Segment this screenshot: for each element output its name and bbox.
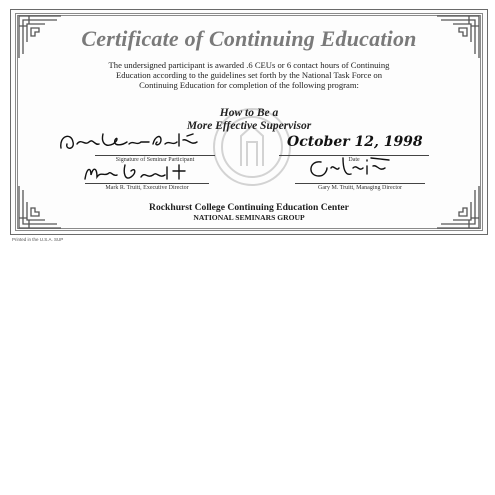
managing-director-signature bbox=[303, 154, 393, 182]
date-handwritten: October 12, 1998 bbox=[287, 134, 423, 150]
body-line: The undersigned participant is awarded .6 CEUs or 6 contact hours of Continuing bbox=[108, 60, 390, 70]
executive-director-line bbox=[85, 183, 209, 184]
participant-signature bbox=[57, 128, 207, 154]
program-line: More Effective Supervisor bbox=[186, 120, 312, 132]
certificate-body bbox=[71, 60, 427, 90]
executive-director-signature bbox=[81, 161, 191, 183]
body-line: Education according to the guidelines set forth by the National Task Force on bbox=[115, 70, 383, 80]
body-line: Continuing Education for completion of the following program: bbox=[139, 80, 359, 90]
program-line: How to Be a bbox=[219, 107, 279, 119]
participant-signature-label: Signature of Seminar Participant bbox=[115, 157, 195, 163]
managing-director-label: Gary M. Truitt, Managing Director bbox=[318, 185, 402, 191]
organization-name: Rockhurst College Continuing Education Center bbox=[149, 202, 349, 213]
executive-director-label: Mark R. Truitt, Executive Director bbox=[105, 185, 189, 191]
certificate-title: Certificate of Continuing Education bbox=[81, 26, 417, 51]
printed-note: Printed in the U.S.A. SUP bbox=[12, 237, 64, 242]
managing-director-line bbox=[295, 183, 425, 184]
participant-signature-line bbox=[95, 155, 215, 156]
organization-block bbox=[11, 202, 487, 222]
organization-group: NATIONAL SEMINARS GROUP bbox=[193, 213, 305, 222]
certificate bbox=[10, 9, 488, 235]
date-label: Date bbox=[348, 157, 360, 163]
